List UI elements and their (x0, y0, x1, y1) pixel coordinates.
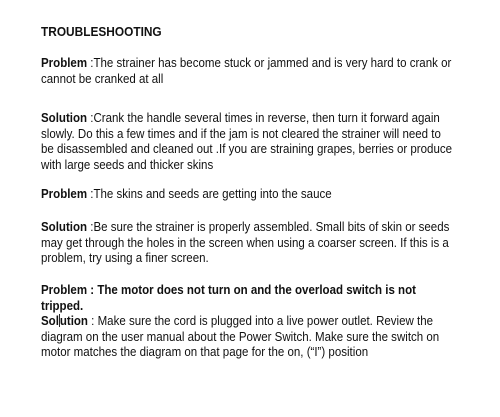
solution-2-label: Solution (41, 219, 88, 234)
page-title: TROUBLESHOOTING (41, 24, 162, 39)
problem-1 (41, 55, 453, 86)
solution-1-label: Solution (41, 110, 88, 125)
solution-1 (41, 110, 453, 172)
problem-1-text: :The strainer has become stuck or jammed and is very hard to crank or cannot be cranked at all (41, 55, 452, 86)
problem-3: Problem : The motor does not turn on and the overload switch is not tripped. (41, 282, 416, 313)
problem-2 (41, 186, 453, 202)
problem-2-label: Problem (41, 186, 88, 201)
problem-1-label: Problem (41, 55, 88, 70)
solution-2 (41, 219, 453, 266)
solution-3-label-start: Sol (41, 313, 59, 328)
solution-3-text: : Make sure the cord is plugged into a live power outlet. Review the diagram on the user manual about the Power Switch. Make sure the switch on motor matches the diagram on that page for the on, (“I”) position (41, 313, 440, 360)
solution-3[interactable] (41, 313, 453, 360)
solution-3-label-end: ution (59, 313, 88, 328)
problem-2-text: :The skins and seeds are getting into the sauce (87, 186, 332, 201)
solution-2-text: :Be sure the strainer is properly assembled. Small bits of skin or seeds may get through the holes in the screen when using a coarser screen. If this is a problem, try using a finer screen. (41, 219, 450, 266)
solution-1-text: :Crank the handle several times in reverse, then turn it forward again slowly. Do this a few times and if the jam is not cleared the strainer will need to be disassembled and cleaned out .If you are straining grapes, berries or produce with large seeds and thicker skins (41, 110, 453, 172)
